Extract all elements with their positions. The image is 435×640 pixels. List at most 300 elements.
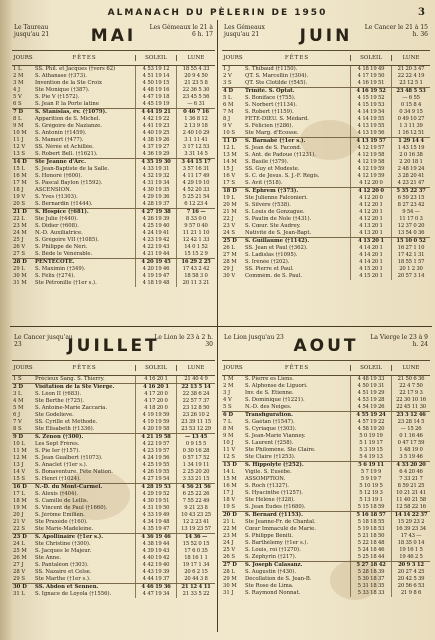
- moon-cell: 4 52 20 33: [176, 187, 215, 194]
- col-lune: LUNE: [391, 55, 430, 61]
- sun-cell: 4 37 19 27: [135, 144, 176, 151]
- feast-cell: S. Paulin de Nole (†431).: [245, 216, 312, 222]
- day-cell: 11 D: [223, 138, 237, 144]
- day-cell: 28 M: [223, 259, 237, 265]
- sun-cell: 5 0 19 19: [350, 433, 391, 440]
- moon-cell: 21 50 6 36: [391, 376, 430, 383]
- table-row: [222, 209, 430, 216]
- sun-cell: 5 18 18 55: [350, 519, 391, 526]
- table-row: [222, 419, 430, 426]
- day-cell: 17 M: [13, 180, 27, 186]
- table-row: [12, 562, 215, 569]
- table-row: [12, 376, 215, 383]
- table-row: [12, 87, 215, 94]
- sun-cell: 5 28 18 39: [350, 569, 391, 576]
- moon-cell: 14 0 1 52: [176, 244, 215, 251]
- table-row: [12, 541, 215, 548]
- table-row: [222, 576, 430, 583]
- feast-cell: Ste Rose de Lima.: [245, 583, 294, 589]
- moon-cell: — 15 26: [391, 426, 430, 433]
- sun-cell: 4 30 19 51: [135, 498, 176, 505]
- moon-cell: 7 55 22 49: [176, 498, 215, 505]
- sun-cell: 4 34 19 48: [135, 519, 176, 526]
- sun-cell: 5 16 18 57: [350, 512, 391, 519]
- sun-cell: 5 15 18 59: [350, 504, 391, 511]
- moon-cell: 17 43 2 42: [176, 266, 215, 273]
- table-row: [12, 462, 215, 469]
- moon-cell: 12 58 22 16: [391, 504, 430, 511]
- feast-cell: S. Jean P. la Porte latine: [35, 101, 99, 107]
- feast-cell: S. Cyriaque (†303).: [245, 426, 297, 432]
- feast-cell: S. Roch (†1327).: [245, 483, 289, 489]
- moon-cell: 4 23 21 47: [391, 180, 430, 187]
- table-row: [222, 519, 430, 526]
- feast-cell: Commém. de S. Paul.: [245, 273, 303, 279]
- day-cell: 30 V: [223, 273, 236, 279]
- sun-cell: 4 32 19 32: [135, 173, 176, 180]
- month-header: [12, 330, 215, 361]
- moon-cell: 18 35 0 14: [391, 540, 430, 547]
- rows: [222, 376, 430, 597]
- feast-cell: SS. Pierre et Paul.: [245, 266, 294, 272]
- day-cell: 19 L: [223, 195, 235, 201]
- day-cell: 5 M: [13, 405, 24, 411]
- sun-cell: 4 35 19 30: [135, 159, 176, 166]
- feast-cell: S. Boniface (†755).: [245, 95, 296, 101]
- feast-cell: S. Vincent de Paul (†1660).: [35, 505, 108, 511]
- day-cell: 20 M: [223, 202, 237, 208]
- day-cell: 11 M: [13, 448, 27, 454]
- moon-cell: 3 5 19 46: [391, 454, 430, 461]
- moon-cell: 0 46 7 16: [176, 109, 215, 116]
- table-row: [12, 237, 215, 244]
- table-row: [222, 173, 430, 180]
- month-name: JUIN: [299, 26, 353, 46]
- moon-cell: 0 30 16 28: [176, 448, 215, 455]
- table-row: [12, 398, 215, 405]
- table-row: [12, 130, 215, 137]
- sun-cell: 4 29 19 36: [135, 194, 176, 201]
- table-row: [222, 195, 430, 202]
- moon-cell: 18 55 4 33: [176, 66, 215, 73]
- moon-cell: 16 39 23 34: [391, 526, 430, 533]
- feast-cell: Trinité. S. Optat.: [245, 88, 295, 94]
- feast-cell: S. Pascal Baylon (†1592).: [35, 180, 103, 186]
- day-cell: 26 S: [223, 554, 236, 560]
- sun-cell: 4 33 19 31: [135, 166, 176, 173]
- moon-cell: 17 6 0 35: [176, 548, 215, 555]
- feast-cell: Ste Élisabeth (†1336).: [35, 426, 95, 432]
- day-cell: 8 S: [13, 426, 22, 432]
- sun-cell: 4 20 19 58: [135, 426, 176, 433]
- day-cell: 2 V: [223, 73, 232, 79]
- moon-cell: 20 9 3 12: [391, 562, 430, 569]
- sun-cell: 4 45 19 19: [135, 101, 176, 108]
- feast-cell: S. Henri (†1024).: [35, 476, 81, 482]
- day-cell: 16 V: [223, 173, 236, 179]
- day-cell: 16 M: [13, 173, 27, 179]
- sun-cell: 4 22 19 43: [135, 244, 176, 251]
- day-cell: 31 L: [13, 591, 25, 597]
- sun-cell: 4 39 19 43: [135, 548, 176, 555]
- column-headers: [222, 361, 430, 376]
- moon-cell: 4 56 21 56: [176, 484, 215, 491]
- moon-cell: 14 36 —: [176, 534, 215, 541]
- moon-cell: 22 30 10 16: [391, 397, 430, 404]
- feast-cell: Vigile. S. Eusèbe.: [245, 469, 292, 475]
- feast-cell: Cœur Immaculé de Marie.: [245, 526, 316, 532]
- col-lune: LUNE: [176, 365, 215, 371]
- feast-cell: S. Joseph Calasanz.: [245, 562, 303, 568]
- table-row: [222, 123, 430, 130]
- day-cell: 16 M: [223, 483, 237, 489]
- table-row: [222, 266, 430, 273]
- col-soleil: SOLEIL: [350, 55, 391, 61]
- table-row: [12, 533, 215, 541]
- moon-cell: 6 12 23 4: [176, 201, 215, 208]
- table-row: [222, 590, 430, 597]
- day-cell: 27 D: [223, 562, 237, 568]
- moon-cell: 4 29 19 10: [176, 180, 215, 187]
- day-cell: 3 M: [13, 80, 24, 86]
- moon-cell: 16 29 2 25: [176, 259, 215, 266]
- day-cell: 3 L: [13, 391, 22, 397]
- table-row: [12, 583, 215, 591]
- col-fete: FÊTES: [72, 55, 97, 61]
- sun-cell: 4 18 19 49: [350, 66, 391, 73]
- table-row: [12, 433, 215, 441]
- day-cell: 1 M: [223, 376, 234, 382]
- day-cell: 25 J: [13, 237, 24, 243]
- month-block-aout: [222, 330, 430, 597]
- moon-cell: 22 45 11 30: [391, 404, 430, 411]
- feast-cell: S. Louis de Gonzague.: [245, 209, 305, 215]
- day-cell: 24 M: [13, 230, 27, 236]
- feast-cell: S. Grégoire VII (†1085).: [35, 237, 99, 243]
- sun-cell: 5 9 19 7: [350, 476, 391, 483]
- sun-cell: 4 35 19 47: [135, 526, 176, 533]
- feast-cell: N.-D. du Mont-Carmel.: [35, 484, 103, 490]
- sun-cell: 4 51 19 14: [135, 73, 176, 80]
- feast-cell: QT. Ste Clotilde (†545).: [245, 80, 308, 86]
- feast-cell: S. Alexis (†404).: [35, 491, 79, 497]
- moon-cell: 18 16 1 1: [176, 555, 215, 562]
- feast-cell: SS. Nérée et Achillée.: [35, 144, 94, 150]
- feast-cell: S. Grégoire de Nazianze.: [35, 123, 102, 129]
- feast-cell: S. Dominique (†1221).: [245, 397, 305, 403]
- moon-cell: 23 45 5 56: [176, 94, 215, 101]
- table-row: [12, 201, 215, 208]
- sun-cell: 4 12 20 1: [350, 202, 391, 209]
- sun-cell: 4 47 19 34: [135, 591, 176, 598]
- sun-cell: 4 16 20 1: [135, 384, 176, 391]
- day-cell: 26 M: [13, 555, 27, 561]
- sun-cell: 4 19 19 59: [135, 412, 176, 419]
- table-row: [222, 526, 430, 533]
- moon-cell: 2 40 10 29: [176, 130, 215, 137]
- sun-cell: 4 42 19 22: [135, 116, 176, 123]
- feast-cell: Ste Praxède (†160).: [35, 519, 88, 525]
- day-cell: 22 M: [223, 526, 237, 532]
- table-row: [12, 519, 215, 526]
- day-cell: 23 V: [223, 223, 236, 229]
- feast-cell: S. Bonaventure. Fête Nation.: [35, 469, 113, 475]
- table-row: [12, 448, 215, 455]
- day-cell: 15 M: [223, 476, 237, 482]
- sun-cell: 4 58 19 20: [350, 426, 391, 433]
- col-fete: FÊTES: [284, 365, 310, 371]
- table-row: [222, 426, 430, 433]
- moon-cell: 20 9 4 50: [176, 73, 215, 80]
- feast-cell: Visitation de la Ste Vierge.: [35, 384, 115, 390]
- day-cell: 9 M: [223, 433, 234, 439]
- day-cell: 12 M: [13, 455, 27, 461]
- feast-cell: SS. Abdon et Sennen.: [35, 584, 99, 590]
- col-soleil: SOLEIL: [135, 365, 176, 371]
- day-cell: 2 M: [223, 383, 234, 389]
- sun-cell: 4 15 19 52: [350, 95, 391, 102]
- moon-cell: 15 10 0 52: [391, 238, 430, 245]
- table-row: [12, 266, 215, 273]
- col-soleil: SOLEIL: [350, 365, 391, 371]
- table-row: [12, 412, 215, 419]
- feast-cell: S. Antoine-Marie Zaccaria.: [35, 405, 108, 411]
- feast-cell: S. Bernard (†1153).: [245, 512, 303, 518]
- day-cell: 8 J: [223, 116, 231, 122]
- month-header: [222, 330, 430, 361]
- moon-cell: 9 54 —: [391, 209, 430, 216]
- sun-cell: 4 13 20 1: [350, 230, 391, 237]
- day-cell: 4 V: [223, 397, 232, 403]
- table-row: [222, 569, 430, 576]
- table-row: [222, 180, 430, 187]
- table-row: [222, 116, 430, 123]
- moon-cell: 12 42 1 33: [176, 237, 215, 244]
- day-cell: 1 S: [13, 376, 22, 382]
- sun-cell: 4 12 19 59: [350, 166, 391, 173]
- feast-cell: N.-D. Auxiliatrice.: [35, 230, 83, 236]
- feast-cell: Nativité de S. Jean-Bapt.: [245, 230, 312, 236]
- day-cell: 6 D: [223, 412, 234, 418]
- moon-cell: 11 21 1 10: [176, 230, 215, 237]
- day-cell: 18 M: [13, 498, 27, 504]
- sun-cell: 4 27 19 54: [135, 476, 176, 483]
- day-cell: 11 V: [223, 447, 236, 453]
- sun-cell: 4 13 20 1: [350, 238, 391, 245]
- sun-cell: 4 40 19 42: [135, 555, 176, 562]
- table-row: [12, 419, 215, 426]
- sun-cell: 4 23 19 57: [135, 448, 176, 455]
- sun-cell: 4 55 19 24: [350, 412, 391, 419]
- day-cell: 1 L: [13, 66, 22, 72]
- table-row: [222, 497, 430, 504]
- feast-cell: S. Guillaume (†1142).: [245, 238, 310, 244]
- moon-cell: 3 17 12 53: [176, 144, 215, 151]
- moon-cell: 0 57 17 52: [176, 455, 215, 462]
- table-row: [222, 87, 430, 95]
- table-row: [222, 483, 430, 490]
- table-row: [12, 273, 215, 280]
- sun-cell: 4 17 20 0: [135, 398, 176, 405]
- feast-cell: N.-D. des Neiges.: [245, 404, 292, 410]
- moon-cell: 21 33 5 22: [176, 591, 215, 598]
- day-cell: 29 S: [13, 576, 26, 582]
- feast-cell: S. Bernardin (†1444).: [35, 201, 93, 207]
- sun-cell: 4 27 19 38: [135, 209, 176, 216]
- table-row: [222, 166, 430, 173]
- day-cell: 29 L: [13, 266, 25, 272]
- table-row: [12, 194, 215, 201]
- moon-cell: 2 25 20 20: [176, 469, 215, 476]
- sun-cell: 4 46 19 36: [135, 584, 176, 591]
- feast-cell: S. Jean Eudes (†1680).: [245, 504, 306, 510]
- moon-cell: 17 42 1 31: [391, 252, 430, 259]
- moon-cell: 0 49 10 27: [391, 116, 430, 123]
- table-row: [12, 391, 215, 398]
- moon-cell: 3 31 14 5: [176, 151, 215, 158]
- moon-cell: 22 13 5 14: [176, 384, 215, 391]
- sun-cell: 4 14 19 54: [350, 109, 391, 116]
- sun-cell: 4 14 20 1: [350, 245, 391, 252]
- moon-cell: 1 16 12 51: [391, 130, 430, 137]
- sun-cell: 5 24 18 46: [350, 547, 391, 554]
- feast-cell: S. Zénon (†300).: [35, 434, 84, 440]
- sun-cell: 4 24 19 41: [135, 230, 176, 237]
- moon-cell: 0 47 17 59: [391, 440, 430, 447]
- feast-cell: S. Barnabé (†1er s.).: [245, 138, 306, 144]
- day-cell: 24 J: [223, 540, 234, 546]
- sun-cell: 4 20 19 45: [135, 259, 176, 266]
- feast-cell: Ste Jeanne-Fr. de Chantal.: [245, 519, 316, 525]
- table-row: [222, 66, 430, 73]
- sun-cell: 4 13 19 55: [350, 123, 391, 130]
- moon-cell: 6 59 23 15: [391, 195, 430, 202]
- feast-cell: SS. Nazaire et Celse.: [35, 569, 92, 575]
- sun-cell: 4 13 20 1: [350, 223, 391, 230]
- day-cell: 25 D: [223, 238, 237, 244]
- moon-cell: 5 25 21 54: [176, 194, 215, 201]
- day-cell: 27 S: [13, 251, 26, 257]
- moon-cell: 23 12 8 50: [176, 405, 215, 412]
- sun-cell: 4 12 20 0: [350, 188, 391, 195]
- day-cell: 10 J: [223, 440, 234, 446]
- sun-cell: 4 43 19 39: [135, 569, 176, 576]
- sun-cell: 4 26 19 39: [135, 216, 176, 223]
- table-row: [12, 116, 215, 123]
- table-row: [12, 469, 215, 476]
- table-row: [12, 187, 215, 194]
- sun-cell: 4 28 19 53: [135, 484, 176, 491]
- sun-cell: 4 44 19 21: [135, 109, 176, 116]
- day-cell: 4 M: [13, 398, 24, 404]
- zodiac-right: Le Cancer le 21 à 15 h. 36: [364, 24, 428, 38]
- sun-cell: 4 16 19 51: [350, 80, 391, 87]
- moon-cell: 3 44 15 17: [176, 159, 215, 166]
- feast-cell: PENTECÔTE.: [35, 259, 75, 265]
- zodiac-left: Le Lion jusqu'au 23: [224, 334, 284, 341]
- day-cell: 23 M: [13, 223, 27, 229]
- day-cell: 5 S: [223, 404, 232, 410]
- day-cell: 9 V: [223, 123, 232, 129]
- feast-cell: S. Athanase (†373).: [35, 73, 87, 79]
- sun-cell: 5 33 18 33: [350, 590, 391, 597]
- moon-cell: 23 3 12 46: [391, 412, 430, 419]
- moon-cell: 21 20 3 47: [391, 66, 430, 73]
- day-cell: 24 L: [13, 541, 25, 547]
- moon-cell: 13 54 0 36: [391, 230, 430, 237]
- feast-cell: Précieux Sang. S. Thierry.: [35, 376, 105, 382]
- table-row: [12, 101, 215, 108]
- sun-cell: 5 4 19 13: [350, 454, 391, 461]
- sun-cell: 4 17 20 0: [135, 391, 176, 398]
- feast-cell: S. Yves (†1303).: [35, 194, 78, 200]
- table-row: [222, 159, 430, 166]
- feast-cell: S. Pantaléon (†303).: [35, 562, 89, 568]
- sun-cell: 5 22 18 48: [350, 540, 391, 547]
- table-row: [12, 208, 215, 216]
- col-day: JOURS: [13, 55, 33, 61]
- sun-cell: 5 19 18 53: [350, 526, 391, 533]
- table-row: [222, 476, 430, 483]
- sun-cell: 4 41 19 23: [135, 123, 176, 130]
- day-cell: 17 J: [223, 490, 234, 496]
- moon-cell: 3 33 21 15: [176, 476, 215, 483]
- day-cell: 23 M: [223, 533, 237, 539]
- moon-cell: 17 43 —: [391, 533, 430, 540]
- day-cell: 8 M: [223, 426, 234, 432]
- day-cell: 24 S: [223, 230, 236, 236]
- table-row: [12, 455, 215, 462]
- table-row: [222, 152, 430, 159]
- feast-cell: QT. S. Marcellin (†304).: [245, 73, 309, 79]
- table-row: [12, 216, 215, 223]
- table-row: [222, 461, 430, 469]
- moon-cell: 18 55 1 57: [391, 259, 430, 266]
- table-row: [222, 469, 430, 476]
- moon-cell: 1 48 19 0: [391, 447, 430, 454]
- sun-cell: 4 44 19 37: [135, 576, 176, 583]
- table-row: [12, 476, 215, 483]
- day-cell: 3 S: [223, 80, 232, 86]
- moon-cell: 15 52 0 15: [176, 541, 215, 548]
- moon-cell: 1 29 14 4: [391, 138, 430, 145]
- day-cell: 7 V: [13, 419, 22, 425]
- feast-cell: S. Cœur. Ste Audrey.: [245, 223, 301, 229]
- table-row: [12, 94, 215, 101]
- day-cell: 29 J: [223, 266, 234, 272]
- table-row: [12, 576, 215, 583]
- table-row: [12, 526, 215, 533]
- moon-cell: 21 40 4 9: [176, 376, 215, 383]
- month-block-juillet: [12, 330, 215, 598]
- moon-cell: 23 12 5 1: [391, 80, 430, 87]
- moon-cell: 21 23 5 8: [176, 80, 215, 87]
- day-cell: 22 J: [223, 216, 234, 222]
- feast-cell: S. Apollinaire (†1er s.).: [35, 534, 104, 540]
- feast-cell: S. Philippe de Néri.: [35, 244, 88, 250]
- table-row: [222, 433, 430, 440]
- moon-cell: 4 33 20 20: [391, 462, 430, 469]
- sun-cell: 4 36 19 29: [135, 151, 176, 158]
- feast-cell: S. C. de Jésus. S. J.-F. Régis.: [245, 173, 320, 179]
- feast-cell: S. Barthélemy (†1er s.).: [245, 540, 309, 546]
- table-row: [222, 137, 430, 145]
- feast-cell: S. Félix (†274).: [35, 273, 75, 279]
- sun-cell: 4 12 19 59: [350, 173, 391, 180]
- sun-cell: 4 16 20 1: [135, 376, 176, 383]
- feast-cell: S. Louis, roi (†1270).: [245, 547, 301, 553]
- moon-cell: 22 57 7 37: [176, 398, 215, 405]
